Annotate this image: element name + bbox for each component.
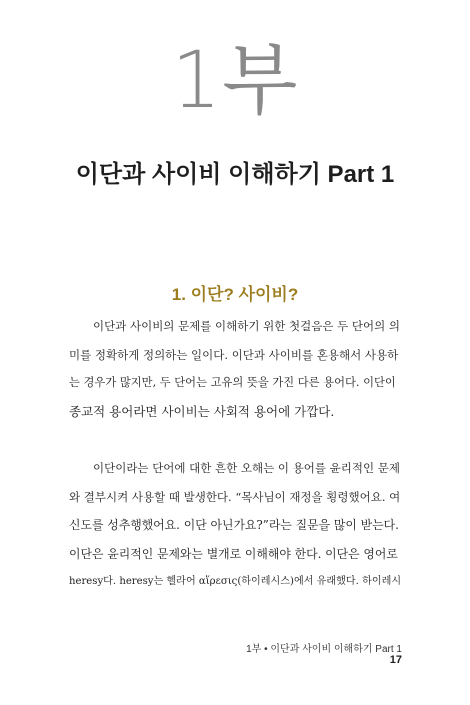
paragraph-line: 이단이라는 단어에 대한 흔한 오해는 이 용어를 윤리적인 문제 xyxy=(93,461,400,475)
paragraph-1 xyxy=(69,312,401,426)
part-number: 1부 xyxy=(171,36,299,126)
page-number: 17 xyxy=(389,654,402,666)
paragraph-line: 는 경우가 많지만, 두 단어는 고유의 뜻을 가진 다른 용어다. 이단이 xyxy=(69,376,396,389)
paragraph-line: 이단은 윤리적인 문제와는 별개로 이해해야 한다. 이단은 영어로 xyxy=(69,546,398,561)
paragraph-line: 종교적 용어라면 사이비는 사회적 용어에 가깝다. xyxy=(69,403,335,419)
paragraph-line: 미를 정확하게 정의하는 일이다. 이단과 사이비를 혼용해서 사용하 xyxy=(69,347,399,362)
part-title: 이단과 사이비 이해하기 Part 1 xyxy=(75,161,395,188)
paragraph-line: 와 결부시켜 사용할 때 발생한다. “목사님이 재정을 횡령했어요. 여 xyxy=(69,489,401,504)
paragraph-2 xyxy=(69,454,401,597)
running-header: 1부 • 이단과 사이비 이해하기 Part 1 xyxy=(246,644,402,655)
paragraph-line: 신도를 성추행했어요. 이단 아닌가요?”라는 질문을 많이 받는다. xyxy=(69,518,399,532)
section-heading: 1. 이단? 사이비? xyxy=(171,285,299,304)
paragraph-line: heresy다. heresy는 헬라어 αἵρεσις(하이레시스)에서 유래했다. 하이레시 xyxy=(69,576,402,587)
paragraph-line: 이단과 사이비의 문제를 이해하기 위한 첫걸음은 두 단어의 의 xyxy=(93,319,400,333)
